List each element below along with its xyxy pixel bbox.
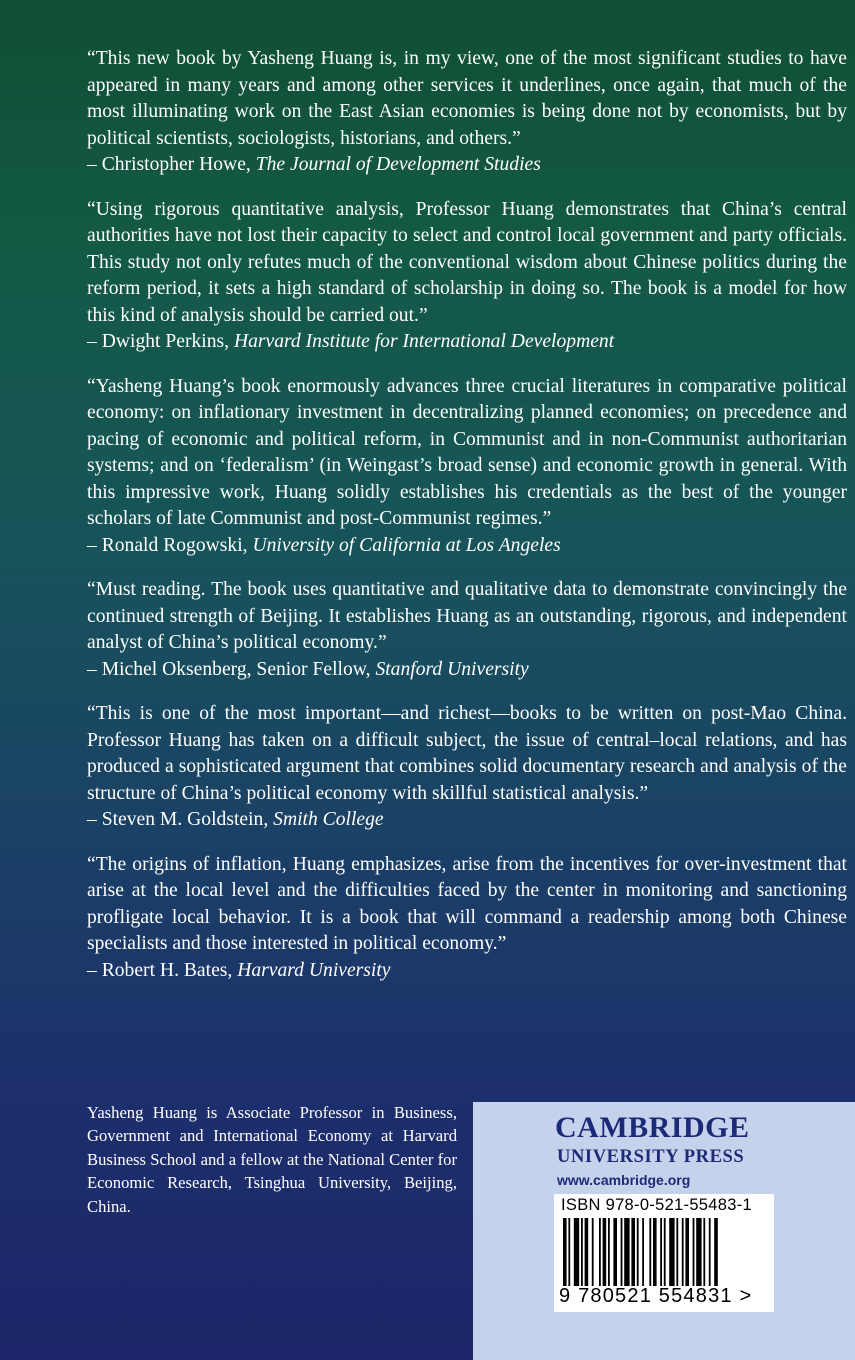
blurb-affiliation: Stanford University [375, 658, 529, 680]
blurb-affiliation: Harvard Institute for International Development [233, 331, 615, 352]
blurb-author: – Robert H. Bates, [87, 959, 233, 981]
barcode-bar [714, 1218, 718, 1286]
barcode-icon [563, 1218, 765, 1286]
blurb-attribution [87, 533, 847, 560]
blurb-perkins [87, 197, 847, 356]
blurb-text: “Yasheng Huang’s book enormously advances three crucial literatures in comparative political economy: on inflationary investment in decentralizing planned economies; on precedence and pacing of economic and political reform, in Communist and in non-Communist authoritarian systems; and on ‘federalism’ (in Weingast’s broad sense) and economic growth in general. With this impressive work, Huang solidly establishes his credentials as the best of the younger scholars of late Communist and post-Communist regimes.” [87, 375, 847, 529]
barcode-bar [621, 1218, 623, 1286]
barcode-bar [599, 1218, 601, 1286]
barcode-bar [685, 1218, 689, 1286]
barcode-bar [682, 1218, 684, 1286]
blurb-affiliation: The Journal of Development Studies [255, 154, 541, 175]
blurb-text: “Using rigorous quantitative analysis, Professor Huang demonstrates that China’s central authorities have not lost their capacity to select and control local government and party officials. This study not only refutes much of the conventional wisdom about Chinese politics during the reform period, it sets a high standard of scholarship in doing so. The book is a model for how this kind of analysis should be carried out.” [87, 198, 847, 326]
blurb-attribution [87, 958, 847, 985]
blurb-oksenberg [87, 577, 847, 683]
blurb-attribution [87, 329, 847, 356]
publisher-website: www.cambridge.org [557, 1172, 691, 1188]
barcode-bar [603, 1218, 607, 1286]
barcode-bar [653, 1218, 657, 1286]
blurb-affiliation: University of California at Los Angeles [252, 534, 561, 556]
publisher-panel [473, 1102, 855, 1360]
blurb-author: – Steven M. Goldstein, [87, 809, 269, 830]
blurb-attribution [87, 807, 847, 834]
barcode-bar [709, 1218, 711, 1286]
barcode-bar [608, 1218, 610, 1286]
blurbs-section [87, 46, 847, 1002]
publisher-name: CAMBRIDGE [555, 1111, 750, 1144]
isbn-label: ISBN 978-0-521-55483-1 [561, 1196, 752, 1214]
barcode-bar [592, 1218, 594, 1286]
blurb-text: “The origins of inflation, Huang emphasizes, arise from the incentives for over-investment that arise at the local level and the difficulties faced by the center in monitoring and sanctioning profligate local behavior. It is a book that will command a readership among both Chinese specialists and those interested in political economy.” [87, 853, 847, 954]
barcode-bar [637, 1218, 639, 1286]
blurb-text: “Must reading. The book uses quantitative and qualitative data to demonstrate convincingly the continued strength of Beijing. It establishes Huang as an outstanding, rigorous, and independent analyst of China’s political economy.” [87, 579, 847, 653]
blurb-affiliation: Harvard University [237, 959, 391, 981]
author-bio: Yasheng Huang is Associate Professor in Business, Government and International Economy at Harvard Business School and a fellow at the National Center for Economic Research, Tsinghua University, Beijing, China. [87, 1103, 457, 1216]
barcode-bar [696, 1218, 701, 1286]
barcode-bar [642, 1218, 644, 1286]
blurb-howe [87, 46, 847, 179]
publisher-logo [555, 1110, 750, 1189]
barcode-bar [613, 1218, 617, 1286]
blurb-bates [87, 852, 847, 985]
blurb-attribution [87, 657, 847, 684]
publisher-subname: UNIVERSITY PRESS [557, 1147, 745, 1167]
barcode-bar [693, 1218, 695, 1286]
barcode-bar [574, 1218, 579, 1286]
barcode-bar [624, 1218, 629, 1286]
barcode-bar [581, 1218, 583, 1286]
isbn-barcode [554, 1194, 774, 1312]
barcode-bar [676, 1218, 678, 1286]
barcode-bar [703, 1218, 705, 1286]
barcode-bar [664, 1218, 666, 1286]
blurb-author: – Ronald Rogowski, [87, 534, 248, 556]
blurb-text: “This new book by Yasheng Huang is, in my view, one of the most significant studies to have appeared in many years and among other services it underlines, once again, that much of the most illuminating work on the East Asian economies is being done not by economists, but by political scientists, sociologists, historians, and others.” [87, 48, 847, 149]
blurb-author: – Christopher Howe, [87, 154, 251, 175]
blurb-attribution [87, 152, 847, 179]
blurb-author: – Michel Oksenberg, Senior Fellow, [87, 658, 371, 680]
blurb-rogowski [87, 374, 847, 560]
blurb-goldstein [87, 701, 847, 834]
barcode-bar [568, 1218, 570, 1286]
barcode-bar [669, 1218, 674, 1286]
blurb-author: – Dwight Perkins, [87, 331, 230, 352]
barcode-bar [585, 1218, 589, 1286]
barcode-number: 9 780521 554831 > [559, 1285, 753, 1307]
blurb-affiliation: Smith College [273, 809, 384, 830]
barcode-bar [631, 1218, 635, 1286]
barcode-bar [563, 1218, 567, 1286]
barcode-bar [649, 1218, 651, 1286]
barcode-bar [660, 1218, 662, 1286]
blurb-text: “This is one of the most important—and richest—books to be written on post-Mao China. Professor Huang has taken on a difficult subject, the issue of central–local relations, and has produced a sophisticated argument that combines solid documentary research and analysis of the structure of China’s political economy with skillful statistical analysis.” [87, 703, 847, 804]
